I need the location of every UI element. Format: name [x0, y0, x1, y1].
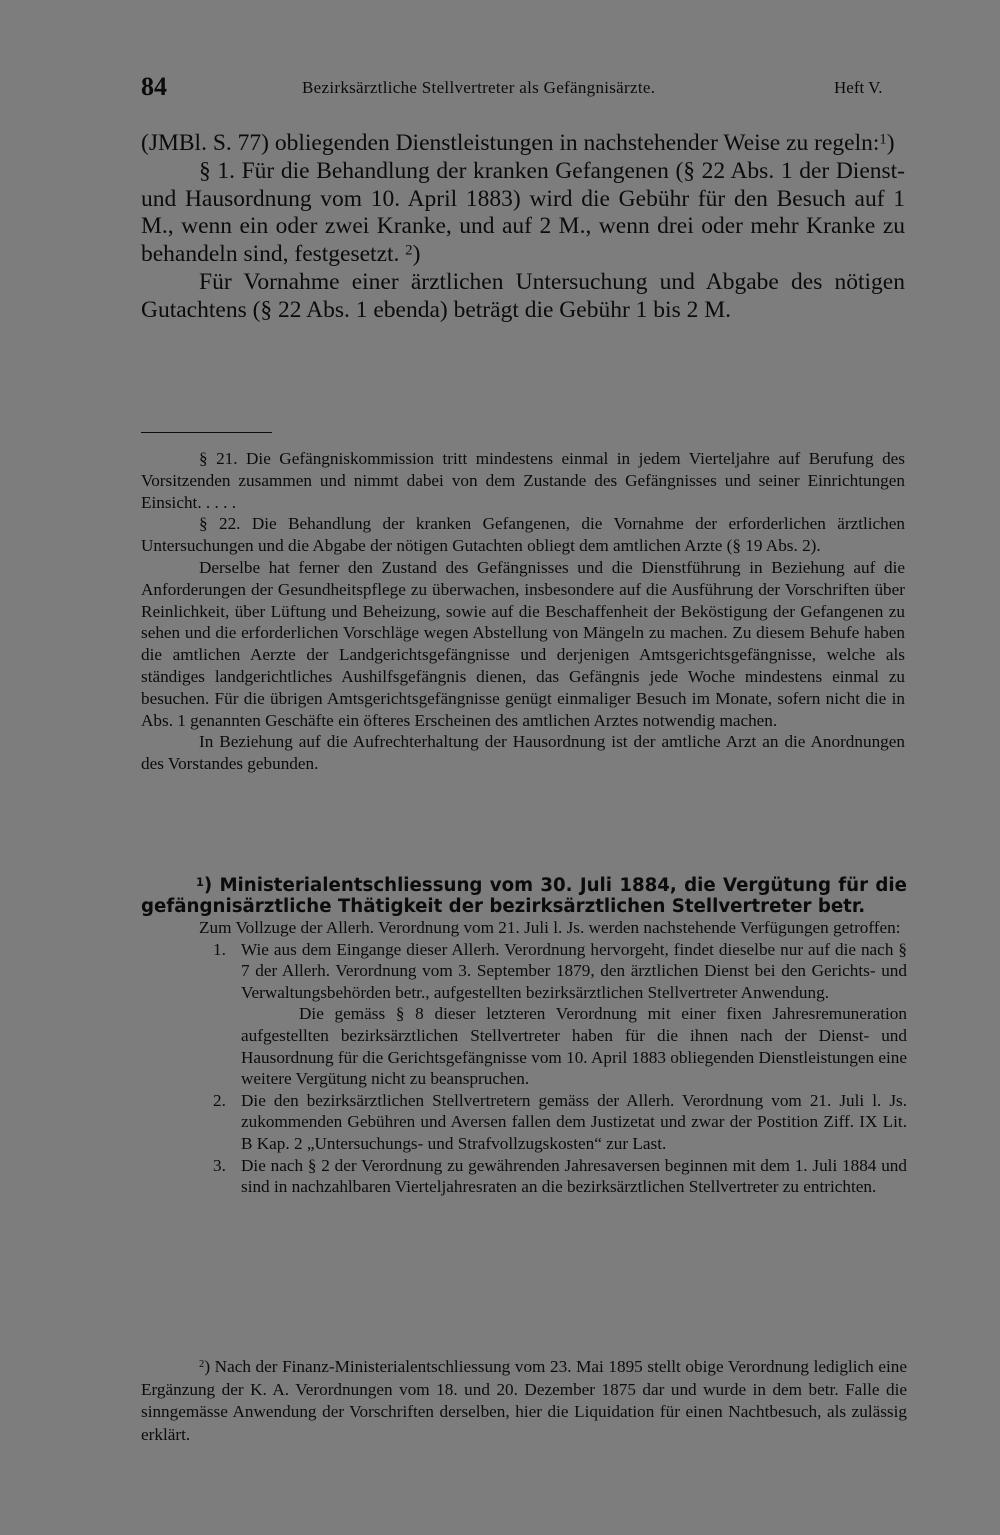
list-item-number: 1.: [213, 939, 226, 959]
list-item-text: Die den bezirksärztlichen Stellvertretern gemäss der Allerh. Verordnung vom 21. Juli l. Js. zukommenden Gebühren und Aversen fallen dem Justizetat und zwar der Postition Ziff. IX Lit. B Kap. 2 „Untersuchungs- und Strafvollzugskosten“ zur Last.: [241, 1090, 907, 1153]
footnote-1-list: [141, 939, 907, 1198]
volume-label: Heft V.: [834, 78, 883, 97]
main-paragraph-1: (JMBl. S. 77) obliegenden Dienstleistungen in nachstehender Weise zu regeln:$^1$): [141, 130, 895, 156]
footnote-1-title: $^1$) Ministerialentschliessung vom 30. Juli 1884, die Vergütung für die gefängnisärztliche Thätigkeit der bezirksärztlichen Stellvertreter betr.: [141, 875, 907, 917]
list-item-text: Wie aus dem Eingange dieser Allerh. Verordnung hervorgeht, findet dieselbe nur auf die nach § 7 der Allerh. Verordnung vom 3. September 1879, den ärztlichen Dienst bei den Gerichts- und Verwaltungsbehörden betr., aufgestellten bezirksärztlichen Stellvertreter Anwendung.: [241, 939, 907, 1002]
list-item: [141, 1155, 907, 1198]
quote-paragraph-4: In Beziehung auf die Aufrechterhaltung der Hausordnung ist der amtliche Arzt an die Anordnungen des Vorstandes gebunden.: [141, 732, 905, 774]
list-item-number: 3.: [213, 1155, 226, 1175]
footnote-1: [141, 875, 907, 1198]
list-item: [141, 1090, 907, 1155]
list-item-text: Die nach § 2 der Verordnung zu gewährenden Jahresaversen beginnen mit dem 1. Juli 1884 und sind in nachzahlbaren Vierteljahresraten an die bezirksärztlichen Stellvertreter zu entrichten.: [241, 1155, 907, 1197]
footnote-ref-1: 1: [879, 131, 887, 148]
main-paragraph-2: § 1. Für die Behandlung der kranken Gefangenen (§ 22 Abs. 1 der Dienst- und Hausordnung vom 10. April 1883) wird die Gebühr für den Besuch auf 1 M., wenn ein oder zwei Kranke, und auf 2 M., wenn drei oder mehr Kranke zu behandeln sind, festgesetzt. $^2$): [141, 157, 905, 268]
quote-paragraph-1: § 21. Die Gefängniskommission tritt mindestens einmal in jedem Vierteljahre auf Berufung des Vorsitzenden zusammen und nimmt dabei von dem Zustande des Gefängnisses und seiner Einrichtungen Einsicht. . . . .: [141, 449, 905, 512]
running-title: Bezirksärztliche Stellvertreter als Gefängnisärzte.: [302, 78, 656, 97]
page-header: [0, 72, 1000, 104]
footnote-1-marker: 1: [196, 875, 204, 889]
quote-paragraph-3: Derselbe hat ferner den Zustand des Gefängnisses und die Dienstführung in Beziehung auf die Anforderungen der Gesundheitspflege zu überwachen, insbesondere auf die Ausführung der Vorschriften über Reinlichkeit, über Lüftung und Beheizung, sowie auf die Beschaffenheit der Beköstigung der Gefangenen zu sehen und die erforderlichen Vorschläge wegen Abstellung von Mängeln zu machen. Zu diesem Behufe haben die amtlichen Aerzte der Landgerichtsgefängnisse und derjenigen Amtsgerichtsgefängnisse, welche als ständiges landgerichtliches Aushilfsgefängnis dienen, das Gefängnis jede Woche mindestens einmal zu besuchen. Für die übrigen Amtsgerichtsgefängnisse genügt einmaliger Besuch im Monate, sofern nicht die in Abs. 1 genannten Geschäfte ein öfteres Erscheinen des amtlichen Arztes notwendig machen.: [141, 557, 905, 730]
page-number: 84: [141, 72, 167, 101]
footnote-1-intro: Zum Vollzuge der Allerh. Verordnung vom 21. Juli l. Js. werden nachstehende Verfügungen getroffen:: [199, 918, 901, 937]
footnote-ref-2: 2: [405, 242, 413, 259]
footnote-divider: [141, 432, 272, 433]
footnote-2-marker: 2: [199, 1359, 205, 1371]
list-item-subparagraph: Die gemäss § 8 dieser letzteren Verordnung mit einer fixen Jahresremuneration aufgestellten bezirksärztlichen Stellvertreter haben für die ihnen nach der Dienst- und Hausordnung für die Gerichtsgefängnisse vom 10. April 1883 obliegenden Dienstleistungen eine weitere Vergütung nicht zu beanspruchen.: [241, 1004, 907, 1089]
quote-paragraph-2: § 22. Die Behandlung der kranken Gefangenen, die Vornahme der erforderlichen ärztlichen Untersuchungen und die Abgabe der nötigen Gutachten obliegt dem amtlichen Arzte (§ 19 Abs. 2).: [141, 514, 905, 556]
list-item-number: 2.: [213, 1090, 226, 1110]
quoted-regulation: [141, 448, 905, 775]
main-paragraph-3: Für Vornahme einer ärztlichen Untersuchung und Abgabe des nötigen Gutachtens (§ 22 Abs. 1 ebenda) beträgt die Gebühr 1 bis 2 M.: [141, 268, 905, 323]
footnote-2: [141, 1356, 907, 1446]
footnote-2-text: $^2$) Nach der Finanz-Ministerialentschliessung vom 23. Mai 1895 stellt obige Verordnung lediglich eine Ergänzung der K. A. Verordnungen vom 18. und 20. Dezember 1875 dar und wurde in dem betr. Falle die sinngemässe Anwendung der Vorschriften derselben, hier die Liquidation für einen Nachtbesuch, als zulässig erklärt.: [141, 1357, 908, 1444]
list-item: [141, 939, 907, 1090]
main-text: [141, 130, 905, 325]
